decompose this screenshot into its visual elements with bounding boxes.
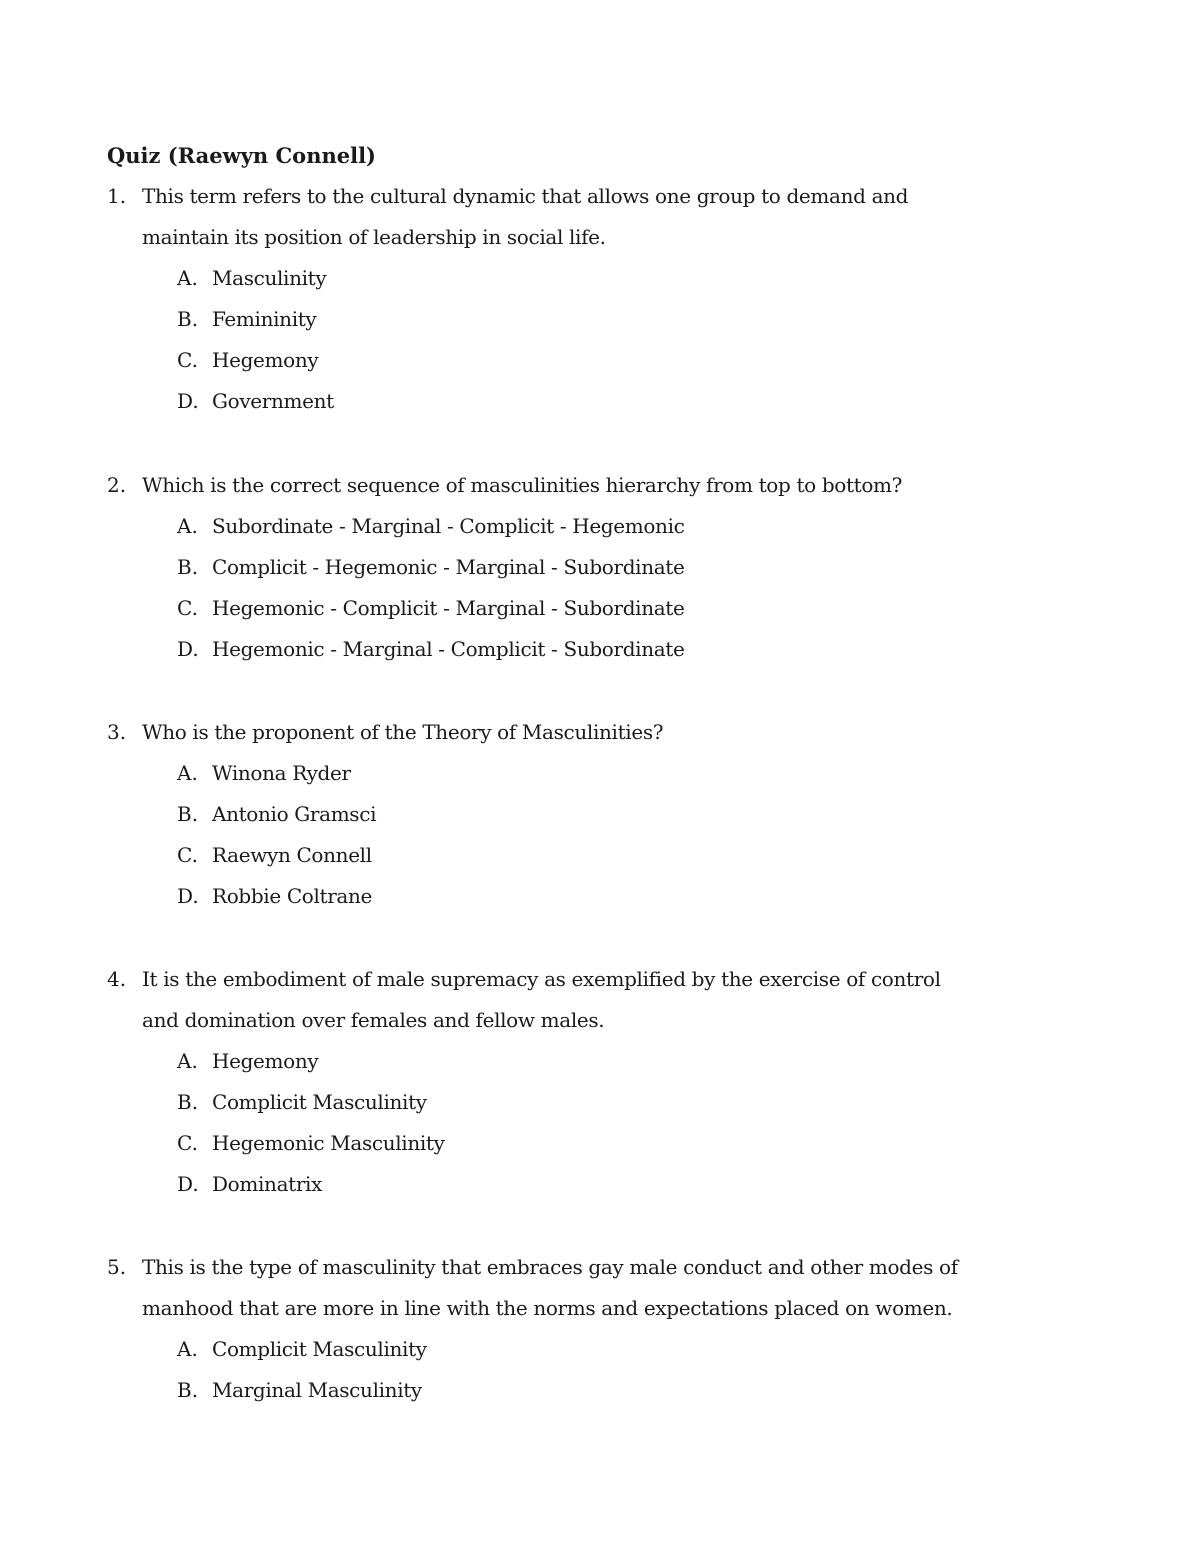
- question-text-line: maintain its position of leadership in social life.: [142, 225, 606, 249]
- option-text: Complicit Masculinity: [212, 1337, 427, 1361]
- option-letter: C.: [177, 348, 198, 372]
- option-letter: C.: [177, 843, 198, 867]
- question-text-line: manhood that are more in line with the norms and expectations placed on women.: [142, 1296, 953, 1320]
- option-letter: B.: [177, 802, 199, 826]
- question-number: 1.: [107, 184, 127, 208]
- question-text-line: Who is the proponent of the Theory of Masculinities?: [142, 720, 664, 744]
- option-letter: B.: [177, 1378, 199, 1402]
- option-letter: B.: [177, 1090, 199, 1114]
- option-letter: D.: [177, 884, 199, 908]
- question-number: 3.: [107, 720, 127, 744]
- option-text: Subordinate - Marginal - Complicit - Hegemonic: [212, 514, 685, 538]
- question-text-line: It is the embodiment of male supremacy as exemplified by the exercise of control: [142, 967, 941, 991]
- question-text-line: This is the type of masculinity that embraces gay male conduct and other modes of: [142, 1255, 958, 1279]
- option-text: Femininity: [212, 307, 317, 331]
- option-text: Marginal Masculinity: [212, 1378, 422, 1402]
- option-text: Complicit - Hegemonic - Marginal - Subordinate: [212, 555, 685, 579]
- option-text: Winona Ryder: [212, 761, 351, 785]
- option-text: Raewyn Connell: [212, 843, 372, 867]
- option-letter: A.: [177, 514, 198, 538]
- option-text: Masculinity: [212, 266, 327, 290]
- option-text: Hegemonic - Complicit - Marginal - Subordinate: [212, 596, 685, 620]
- option-letter: A.: [177, 1049, 198, 1073]
- option-text: Hegemony: [212, 1049, 319, 1073]
- quiz-title: Quiz (Raewyn Connell): [107, 143, 376, 168]
- option-text: Hegemonic Masculinity: [212, 1131, 445, 1155]
- question-number: 4.: [107, 967, 127, 991]
- option-letter: C.: [177, 1131, 198, 1155]
- option-text: Complicit Masculinity: [212, 1090, 427, 1114]
- question-text-line: This term refers to the cultural dynamic that allows one group to demand and: [142, 184, 909, 208]
- option-text: Hegemonic - Marginal - Complicit - Subordinate: [212, 637, 685, 661]
- option-letter: D.: [177, 637, 199, 661]
- option-text: Antonio Gramsci: [212, 802, 377, 826]
- option-letter: D.: [177, 1172, 199, 1196]
- option-letter: A.: [177, 761, 198, 785]
- option-letter: A.: [177, 266, 198, 290]
- option-text: Robbie Coltrane: [212, 884, 373, 908]
- option-letter: D.: [177, 389, 199, 413]
- option-letter: B.: [177, 307, 199, 331]
- option-text: Dominatrix: [212, 1172, 323, 1196]
- option-letter: A.: [177, 1337, 198, 1361]
- question-text-line: and domination over females and fellow males.: [142, 1008, 605, 1032]
- question-number: 5.: [107, 1255, 127, 1279]
- question-number: 2.: [107, 473, 127, 497]
- question-text-line: Which is the correct sequence of masculinities hierarchy from top to bottom?: [142, 473, 903, 497]
- option-letter: C.: [177, 596, 198, 620]
- option-letter: B.: [177, 555, 199, 579]
- option-text: Hegemony: [212, 348, 319, 372]
- option-text: Government: [212, 389, 334, 413]
